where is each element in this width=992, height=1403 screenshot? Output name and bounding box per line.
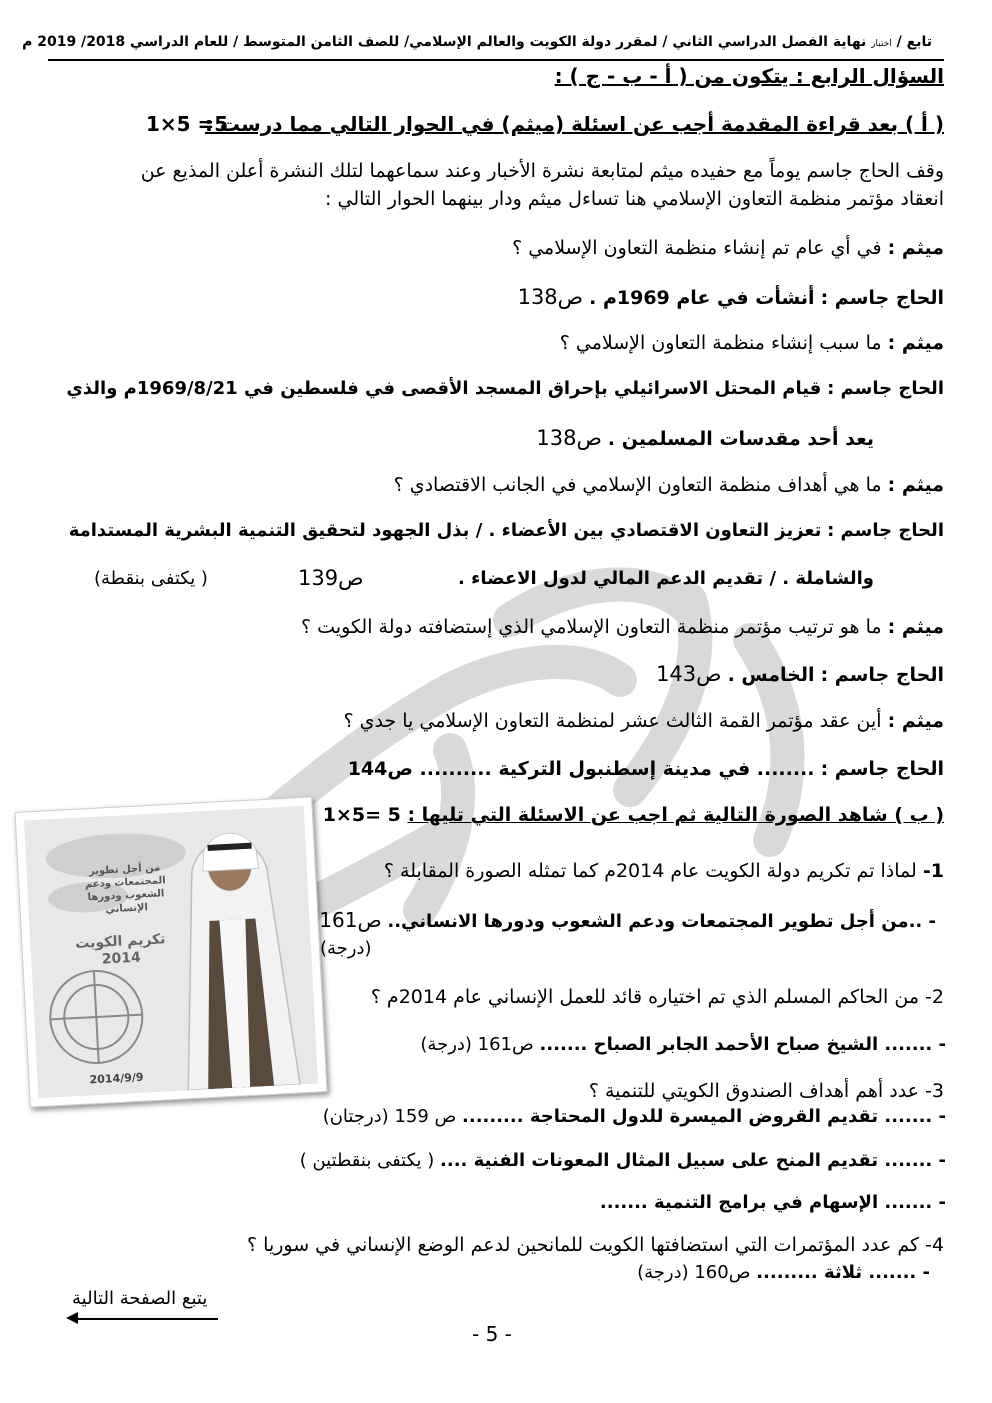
dialog-answer-2-line-2 [536,426,874,450]
speaker-maytham: ميثم : [887,332,944,354]
part-b-answer-4 [637,1262,930,1283]
question-text: ما سبب إنشاء منظمة التعاون الإسلامي ؟ [559,332,882,354]
part-b-answer-3-3 [600,1192,946,1213]
part-b-question-3: 3- عدد أهم أهداف الصندوق الكويتي للتنمية ؟ [588,1080,944,1102]
question-text: لماذا تم تكريم دولة الكويت عام 2014م كما تمثله الصورة المقابلة ؟ [383,860,917,882]
question-text: ما هو ترتيب مؤتمر منظمة التعاون الإسلامي الذي إستضافته دولة الكويت ؟ [301,616,882,638]
dialog-question-2 [560,332,944,354]
part-b-title-text: ( ب ) شاهد الصورة التالية ثم اجب عن الاسئلة التي تليها : [407,804,944,826]
answer-text: أنشأت في عام 1969م . [589,287,815,309]
question-title [555,64,944,88]
page-reference: ص161 (درجة) [420,1034,534,1055]
speaker-haj-jassim: الحاج جاسم : [820,287,944,309]
answer-text: - ....... الشيخ صباح الأحمد الجابر الصباح ....... [539,1034,946,1055]
answer-text: والشاملة . / تقديم الدعم المالي لدول الاعضاء . [458,568,874,589]
dialog-answer-4 [656,662,944,686]
page-reference: ص138 [536,426,602,450]
exam-header [22,34,932,50]
part-a-title [205,112,944,136]
part-b-answer-1 [319,908,936,932]
dialog-answer-3-line-2 [458,568,874,589]
dialog-answer-1 [518,285,944,309]
answer-text: - ....... تقديم القروض الميسرة للدول المحتاجة ......... [462,1106,946,1127]
photo-caption: من أجل تطوير المجتمعات ودعم الشعوب ودورها الإنساني [84,862,166,916]
header-prefix: تابع / [896,34,932,50]
part-b-answer-2 [420,1034,946,1055]
speaker-maytham: ميثم : [887,710,944,732]
kuwait-honor-photo [14,796,327,1107]
header-text: نهاية الفصل الدراسي الثاني / لمقرر دولة الكويت والعالم الإسلامي/ للصف الثامن المتوسط / للعام الدراسي 2018/ 2019 م [22,34,867,50]
part-b-question-4: 4- كم عدد المؤتمرات التي استضافتها الكويت للمانحين لدعم الوضع الإنساني في سوريا ؟ [247,1234,944,1256]
speaker-haj-jassim: الحاج جاسم : [820,758,944,780]
answer-text: تعزيز التعاون الاقتصادي بين الأعضاء . / بذل الجهود لتحقيق التنمية البشرية المستدامة [68,520,822,541]
photo-date: 2014/9/9 [89,1070,144,1087]
part-b-answer-3-1 [323,1106,946,1127]
part-b-question-1 [384,860,944,882]
page-reference: ص143 [656,662,722,686]
dialog-answer-5 [348,758,944,780]
page-reference: ص 159 (درجتان) [322,1106,457,1127]
dialog-question-1 [512,237,944,259]
answer-text: - ....... الإسهام في برامج التنمية ....... [599,1192,946,1213]
part-a-intro-line-1: وقف الحاج جاسم يوماً مع حفيده ميثم لمتابعة نشرة الأخبار وعند سماعهما لتلك النشرة أعلن المذيع عن [140,160,944,182]
part-b-grade-1: (درجة) [320,938,372,959]
question-text: أين عقد مؤتمر القمة الثالث عشر لمنظمة التعاون الإسلامي يا جدي ؟ [343,710,882,732]
dialog-answer-2-line-1 [66,378,944,399]
part-b-score: 1×5= 5 [322,804,401,826]
header-divider [48,59,944,61]
answer-text: - ....... تقديم المنح على سبيل المثال المعونات الفنية .... [440,1150,946,1171]
page-reference: ص160 (درجة) [637,1262,751,1283]
speaker-maytham: ميثم : [887,237,944,259]
answer-text: يعد أحد مقدسات المسلمين . [607,428,874,450]
answer-text: الخامس . [727,664,815,686]
next-page-label: يتبع الصفحة التالية [72,1288,208,1309]
question-title-text: السؤال الرابع : يتكون من ( أ - ب - ج ) : [554,64,944,88]
photo-honor-text: تكريم الكويت 2014 [74,931,166,968]
speaker-haj-jassim: الحاج جاسم : [820,664,944,686]
question-number: 1- [922,860,944,882]
point-note: ( يكتفى بنقطتين ) [299,1150,435,1171]
part-a-intro-line-2: انعقاد مؤتمر منظمة التعاون الإسلامي هنا تساءل ميثم ودار بينهما الحوار التالي : [325,188,944,210]
part-b-title [323,804,944,826]
speaker-haj-jassim: الحاج جاسم : [827,378,944,399]
question-text: ما هي أهداف منظمة التعاون الإسلامي في الجانب الاقتصادي ؟ [393,474,882,496]
left-arrow-icon [70,1318,218,1320]
page-reference: ص161 [319,908,382,932]
answer-text: - ..من أجل تطوير المجتمعات ودعم الشعوب ودورها الانساني.. [387,911,936,932]
dialog-question-4 [301,616,944,638]
answer-text: ........ في مدينة إسطنبول التركية .......... ص144 [347,758,815,780]
speaker-haj-jassim: الحاج جاسم : [827,520,944,541]
point-note: ( يكتفى بنقطة) [94,568,208,589]
dialog-question-3 [394,474,944,496]
part-b-answer-3-2 [300,1150,946,1171]
header-small-word: اختبار [871,39,892,49]
part-b-question-2: 2- من الحاكم المسلم الذي تم اختياره قائد للعمل الإنساني عام 2014م ؟ [370,986,944,1008]
dialog-answer-3-line-1 [69,520,944,541]
part-a-title-text: ( أ ) بعد قراءة المقدمة أجب عن اسئلة (ميثم) في الحوار التالي مما درست : [204,112,944,136]
part-a-score: 1×5 =5 [146,112,229,136]
speaker-maytham: ميثم : [887,474,944,496]
page-reference-139: ص139 [298,566,364,590]
page-number: - 5 - [472,1322,512,1346]
dialog-question-5 [343,710,944,732]
speaker-maytham: ميثم : [887,616,944,638]
question-text: في أي عام تم إنشاء منظمة التعاون الإسلامي ؟ [512,237,882,259]
answer-text: قيام المحتل الاسرائيلي بإحراق المسجد الأقصى في فلسطين في 1969/8/21م والذي [66,378,822,399]
arrow-head-icon [66,1312,78,1324]
page-reference: ص138 [517,285,584,309]
photo-background [24,806,318,1098]
answer-text: - ....... ثلاثة ......... [756,1262,930,1283]
